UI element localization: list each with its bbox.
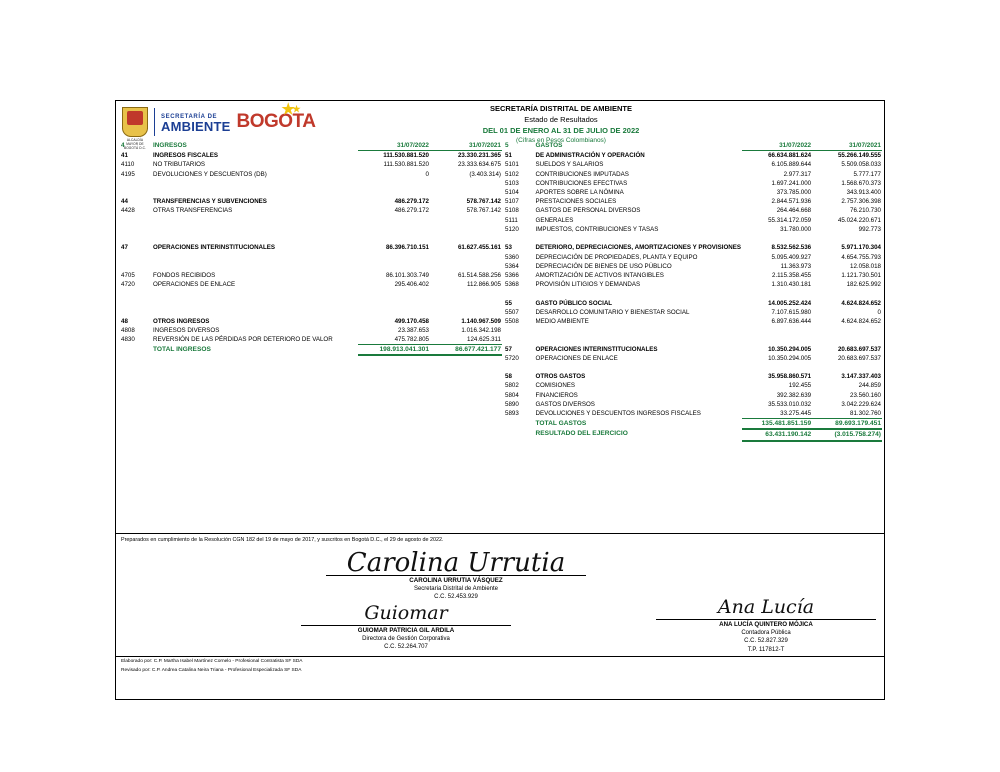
- signature-mark-2: Guiomar: [364, 602, 448, 624]
- income-header-col2: 31/07/2021: [430, 141, 502, 151]
- expense-row-value-1: 1.310.430.181: [771, 281, 812, 289]
- income-row-name: TRANSFERENCIAS Y SUBVENCIONES: [153, 198, 267, 206]
- expense-row-name: DEVOLUCIONES Y DESCUENTOS INGRESOS FISCALES: [535, 410, 701, 418]
- income-row-code: 4428: [121, 207, 135, 215]
- signer-license-3: T.P. 117812-T: [747, 646, 785, 653]
- reviewed-by-note: Revisado por: C.P. Andrea Catalina Neira Triana - Profesional Especializada SF SDA: [121, 668, 302, 673]
- expense-row-code: 5366: [505, 272, 519, 280]
- expense-row-value-1: 33.275.445: [780, 410, 812, 418]
- expense-row-code: 5364: [505, 263, 519, 271]
- signer-name-3: ANA LUCÍA QUINTERO MÓJICA: [656, 619, 876, 629]
- expense-row-value-2: 992.773: [858, 225, 881, 233]
- expense-header-col2: 31/07/2021: [812, 141, 882, 151]
- income-row-value-1: 475.782.805: [394, 336, 429, 344]
- expense-row-name: COMISIONES: [535, 382, 576, 390]
- expense-row-value-1: 55.314.172.059: [768, 216, 812, 224]
- expense-total-row: [504, 419, 882, 430]
- spacer: [120, 216, 502, 225]
- income-row-code: 47: [121, 244, 128, 252]
- income-row-name: OPERACIONES DE ENLACE: [153, 280, 236, 288]
- signer-name-2: GUIOMAR PATRICIA GIL ARDILA: [301, 625, 511, 635]
- entity-name: SECRETARÍA DISTRITAL DE AMBIENTE: [490, 104, 632, 113]
- expense-row: [504, 308, 882, 317]
- expense-row-code: 5507: [505, 308, 519, 316]
- expense-row: [504, 271, 882, 280]
- expense-row-code: 5893: [505, 410, 519, 418]
- secretaria-line1: SECRETARÍA DE: [161, 114, 218, 120]
- income-row-value-2: 112.866.905: [467, 280, 501, 288]
- income-row-code: 48: [121, 317, 128, 325]
- income-row-value-2: 578.767.142: [466, 207, 501, 215]
- expense-spacer-row: [504, 363, 882, 372]
- signature-block-1: [326, 548, 586, 602]
- expense-row: [504, 280, 882, 289]
- income-row-code: 4195: [121, 170, 135, 178]
- expense-column: [504, 141, 882, 442]
- expense-spacer-row: [504, 326, 882, 335]
- income-spacer-row: [120, 307, 502, 316]
- expense-row-code: 5508: [505, 318, 519, 326]
- income-spacer-row: [120, 252, 502, 261]
- expense-row-value-1: 6.897.636.444: [771, 318, 812, 326]
- expense-row-value-2: 20.683.697.537: [837, 345, 881, 353]
- signer-role-2: Directora de Gestión Corporativa: [362, 636, 450, 643]
- expense-result-row: [504, 429, 882, 440]
- expense-row-name: OPERACIONES INTERINSTITUCIONALES: [535, 345, 658, 353]
- income-total-code: [120, 345, 152, 356]
- spacer: [504, 363, 882, 372]
- prepared-note: Preparados en cumplimiento de la Resolución CGN 182 del 19 de mayo de 2017, y suscritos en Bogotá D.C., el 29 de agosto de 2022.: [121, 537, 444, 543]
- income-row: [120, 280, 502, 289]
- expense-row-value-2: 5.777.177: [853, 170, 881, 178]
- spacer: [120, 298, 502, 307]
- income-header-row: [120, 141, 502, 151]
- secretaria-line2: AMBIENTE: [161, 119, 231, 134]
- expense-row-code: 5368: [505, 281, 519, 289]
- expense-row-name: DETERIORO, DEPRECIACIONES, AMORTIZACIONES Y PROVISIONES: [535, 244, 741, 252]
- income-row-value-2: 578.767.142: [466, 198, 501, 206]
- income-spacer-row: [120, 234, 502, 243]
- income-spacer-row: [120, 261, 502, 270]
- expense-row-value-1: 10.350.294.005: [768, 345, 812, 353]
- income-row-value-1: 111.530.881.520: [383, 161, 429, 169]
- income-row-name: OPERACIONES INTERINSTITUCIONALES: [153, 244, 276, 252]
- signature-block-3: [656, 595, 876, 654]
- income-row-value-2: 61.627.455.161: [457, 244, 501, 252]
- expense-row-value-1: 2.844.571.936: [771, 198, 812, 206]
- expense-row: [504, 188, 882, 197]
- expense-row-code: 5101: [505, 161, 519, 169]
- signature-mark-3: Ana Lucía: [717, 596, 815, 618]
- spacer: [120, 307, 502, 316]
- expense-result-code: [504, 429, 535, 440]
- expense-row-value-1: 6.105.889.644: [771, 161, 812, 169]
- expense-row: [504, 400, 882, 409]
- expense-row: [504, 197, 882, 206]
- expense-row-code: 5120: [505, 225, 519, 233]
- expense-row-value-1: 264.464.668: [776, 207, 812, 215]
- coat-of-arms-icon: [122, 107, 148, 150]
- star-small-icon: [293, 104, 301, 115]
- expense-table: [504, 141, 882, 442]
- expense-row-name: GASTOS DE PERSONAL DIVERSOS: [535, 207, 641, 215]
- income-row-name: OTROS INGRESOS: [153, 317, 210, 325]
- expense-header-label: GASTOS: [535, 142, 563, 150]
- expense-row-code: 5890: [505, 400, 519, 408]
- income-row-value-2: 124.625.311: [467, 336, 501, 344]
- income-header-label: INGRESOS: [153, 142, 187, 150]
- expense-row-code: 5102: [505, 170, 519, 178]
- expense-row-value-1: 31.780.000: [780, 225, 812, 233]
- spacer: [120, 188, 502, 197]
- spacer: [504, 326, 882, 335]
- expense-row-value-2: 5.971.170.304: [841, 244, 881, 252]
- expense-row-value-1: 8.532.562.536: [771, 244, 812, 252]
- income-column: [120, 141, 502, 356]
- secretaria-wordmark: [161, 113, 231, 134]
- income-row-value-2: 1.140.967.509: [461, 317, 501, 325]
- expense-result-value-1: 63.431.190.142: [742, 429, 812, 440]
- expense-row-value-1: 373.785.000: [776, 189, 812, 197]
- expense-row-value-2: 4.654.755.793: [841, 253, 881, 261]
- expense-row-name: DEPRECIACIÓN DE BIENES DE USO PÚBLICO: [535, 263, 672, 271]
- expense-row: [504, 170, 882, 179]
- expense-row: [504, 243, 882, 253]
- expense-row-name: DESARROLLO COMUNITARIO Y BIENESTAR SOCIAL: [535, 308, 690, 316]
- income-row: [120, 160, 502, 169]
- expense-row-value-2: 4.624.824.652: [841, 318, 881, 326]
- expense-row: [504, 253, 882, 262]
- income-row-value-1: 499.170.458: [394, 317, 429, 325]
- income-row-code: 4110: [121, 161, 135, 169]
- expense-row-value-2: 0: [877, 308, 881, 316]
- income-spacer-row: [120, 289, 502, 298]
- income-row-value-1: 86.396.710.151: [385, 244, 429, 252]
- income-row-name: FONDOS RECIBIDOS: [153, 271, 216, 279]
- expense-row: [504, 391, 882, 400]
- expense-row-name: OTROS GASTOS: [535, 373, 586, 381]
- income-row: [120, 170, 502, 179]
- expense-row-value-1: 11.363.973: [780, 263, 812, 271]
- expense-header-code: 5: [505, 142, 509, 150]
- spacer: [120, 252, 502, 261]
- expense-row-value-2: 182.625.992: [846, 281, 881, 289]
- income-row-code: 44: [121, 198, 128, 206]
- expense-row: [504, 354, 882, 363]
- elaborated-by-note: Elaborado por: C.P. Martha Isabel Martínez Cornelo - Profesional Contratista SF SDA: [121, 659, 303, 664]
- income-row-name: NO TRIBUTARIOS: [153, 161, 206, 169]
- expense-row-code: 5360: [505, 253, 519, 261]
- income-row-value-2: 61.514.588.256: [457, 271, 501, 279]
- income-row-code: 41: [121, 151, 128, 159]
- expense-header-col1: 31/07/2022: [742, 141, 812, 151]
- income-row-value-1: 295.406.402: [394, 280, 429, 288]
- expense-row-code: 5111: [505, 216, 518, 224]
- expense-total-value-1: 135.481.851.159: [742, 419, 812, 430]
- expense-row-name: GENERALES: [535, 216, 574, 224]
- expense-row-name: DE ADMINISTRACIÓN Y OPERACIÓN: [535, 151, 645, 159]
- expense-row: [504, 381, 882, 390]
- expense-row-code: 57: [505, 345, 512, 353]
- expense-row-value-2: 1.568.670.373: [841, 179, 881, 187]
- signature-block-2: [301, 601, 511, 652]
- expense-row-name: AMORTIZACIÓN DE ACTIVOS INTANGIBLES: [535, 272, 664, 280]
- income-row: [120, 197, 502, 206]
- income-row-code: 4830: [121, 336, 135, 344]
- expense-spacer-row: [504, 335, 882, 344]
- signer-id-3: C.C. 52.827.329: [744, 638, 788, 645]
- spacer: [120, 234, 502, 243]
- income-spacer-row: [120, 298, 502, 307]
- income-row-value-2: 1.016.342.198: [461, 326, 501, 334]
- expense-row-value-2: 3.147.337.403: [841, 373, 881, 381]
- income-row: [120, 326, 502, 335]
- currency-note: (Cifras en Pesos Colombianos): [516, 137, 606, 144]
- income-row: [120, 151, 502, 161]
- expense-row-value-1: 192.455: [788, 382, 812, 390]
- expense-row-value-1: 2.977.317: [783, 170, 812, 178]
- signer-id-2: C.C. 52.264.707: [384, 644, 428, 651]
- logo-divider: [154, 108, 155, 136]
- expense-row: [504, 206, 882, 215]
- signer-role-1: Secretaria Distrital de Ambiente: [413, 586, 499, 593]
- expense-row-name: PROVISIÓN LITIGIOS Y DEMANDAS: [535, 281, 641, 289]
- bogota-text: BOGOTA: [236, 111, 316, 132]
- income-row: [120, 243, 502, 252]
- income-spacer-row: [120, 225, 502, 234]
- income-row-code: 4808: [121, 326, 135, 334]
- income-row-name: INGRESOS DIVERSOS: [153, 326, 220, 334]
- income-total-label: TOTAL INGRESOS: [153, 345, 211, 353]
- expense-header-row: [504, 141, 882, 151]
- expense-row-code: 58: [505, 373, 512, 381]
- expense-row-value-1: 2.115.358.455: [772, 272, 812, 280]
- income-total-row: [120, 345, 502, 356]
- expense-row: [504, 317, 882, 326]
- income-total-value-2: 86.677.421.177: [430, 345, 502, 356]
- spacer: [120, 289, 502, 298]
- expense-row-name: APORTES SOBRE LA NÓMINA: [535, 189, 624, 197]
- expense-row-name: DEPRECIACIÓN DE PROPIEDADES, PLANTA Y EQUIPO: [535, 253, 698, 261]
- income-row-value-1: 111.530.881.520: [383, 152, 429, 160]
- expense-row-name: GASTO PÚBLICO SOCIAL: [535, 299, 613, 307]
- income-row-name: OTRAS TRANSFERENCIAS: [153, 207, 233, 215]
- expense-row-value-2: 1.121.730.501: [841, 272, 881, 280]
- income-row-code: 4705: [121, 271, 135, 279]
- expense-row-value-1: 392.382.639: [776, 391, 812, 399]
- expense-row: [504, 372, 882, 381]
- report-name: Estado de Resultados: [524, 115, 598, 124]
- expense-row-value-2: 55.266.149.555: [837, 152, 881, 160]
- income-spacer-row: [120, 216, 502, 225]
- financial-statement-sheet: [115, 100, 885, 700]
- income-row: [120, 206, 502, 215]
- expense-row-code: 5804: [505, 391, 519, 399]
- expense-row-name: SUELDOS Y SALARIOS: [535, 161, 604, 169]
- expense-row: [504, 299, 882, 308]
- expense-row: [504, 179, 882, 188]
- income-row-name: DEVOLUCIONES Y DESCUENTOS (DB): [153, 170, 267, 178]
- expense-row-value-1: 35.533.010.032: [768, 400, 812, 408]
- income-total-value-1: 198.913.041.301: [358, 345, 430, 356]
- income-row-name: INGRESOS FISCALES: [153, 151, 218, 159]
- footer-divider: [116, 533, 884, 534]
- income-row-value-1: 86.101.303.749: [385, 271, 429, 279]
- income-header-code: 4: [121, 142, 125, 150]
- expense-row-value-2: 343.913.400: [846, 189, 881, 197]
- bottom-divider: [116, 656, 884, 657]
- income-row: [120, 271, 502, 280]
- expense-row-code: 55: [505, 299, 512, 307]
- expense-row-name: PRESTACIONES SOCIALES: [535, 198, 617, 206]
- signer-name-1: CAROLINA URRUTIA VÁSQUEZ: [326, 575, 586, 585]
- signer-role-3: Contadora Pública: [741, 630, 791, 637]
- expense-row-value-2: 244.859: [858, 382, 881, 390]
- income-spacer-row: [120, 188, 502, 197]
- expense-row: [504, 345, 882, 354]
- expense-row-name: OPERACIONES DE ENLACE: [535, 354, 618, 362]
- expense-row: [504, 160, 882, 169]
- income-row-code: 4720: [121, 280, 135, 288]
- income-row-value-2: 23.330.231.365: [457, 152, 501, 160]
- income-row-value-2: 23.333.634.675: [457, 161, 501, 169]
- expense-row-value-1: 66.634.881.624: [768, 152, 812, 160]
- bogota-wordmark: [237, 111, 316, 133]
- income-row-value-1: 486.279.172: [394, 198, 429, 206]
- expense-row-value-2: 23.560.160: [850, 391, 881, 399]
- expense-row-name: IMPUESTOS, CONTRIBUCIONES Y TASAS: [535, 225, 659, 233]
- expense-row-value-1: 1.697.241.000: [771, 179, 812, 187]
- expense-row-value-1: 14.005.252.424: [768, 299, 812, 307]
- spacer: [120, 261, 502, 270]
- expense-total-value-2: 89.693.179.451: [812, 419, 882, 430]
- expense-result-label: RESULTADO DEL EJERCICIO: [535, 430, 628, 438]
- income-header-col1: 31/07/2022: [358, 141, 430, 151]
- expense-row-code: 5802: [505, 382, 519, 390]
- spacer: [120, 179, 502, 188]
- spacer: [504, 234, 882, 243]
- expense-row: [504, 409, 882, 419]
- expense-spacer-row: [504, 234, 882, 243]
- expense-row: [504, 151, 882, 161]
- expense-row: [504, 225, 882, 234]
- expense-row-name: FINANCIEROS: [535, 391, 578, 399]
- expense-row-name: MEDIO AMBIENTE: [535, 318, 589, 326]
- expense-row-value-2: 76.210.730: [850, 207, 881, 215]
- expense-row-name: CONTRIBUCIONES EFECTIVAS: [535, 179, 628, 187]
- income-row-value-2: (3.403.314): [469, 170, 501, 178]
- expense-row-code: 5104: [505, 189, 519, 197]
- income-row-value-1: 23.387.653: [398, 326, 429, 334]
- report-period: DEL 01 DE ENERO AL 31 DE JULIO DE 2022: [482, 126, 640, 135]
- expense-row-value-1: 35.958.860.571: [768, 373, 812, 381]
- expense-row: [504, 216, 882, 225]
- expense-row-name: GASTOS DIVERSOS: [535, 400, 595, 408]
- expense-row-value-1: 10.350.294.005: [768, 354, 812, 362]
- expense-row-value-1: 5.095.409.927: [771, 253, 812, 261]
- income-row-name: REVERSIÓN DE LAS PÉRDIDAS POR DETERIORO DE VALOR: [153, 336, 333, 344]
- expense-row-code: 5107: [505, 198, 519, 206]
- spacer: [504, 335, 882, 344]
- expense-row-value-2: 81.302.760: [850, 410, 881, 418]
- expense-row-value-2: 20.683.697.537: [837, 354, 881, 362]
- expense-row-code: 5103: [505, 179, 519, 187]
- expense-row-value-2: 2.757.306.398: [841, 198, 881, 206]
- expense-row-value-2: 5.509.058.033: [841, 161, 881, 169]
- income-row-value-1: 0: [425, 170, 429, 178]
- title-block: [346, 103, 776, 146]
- spacer: [504, 290, 882, 299]
- expense-row-code: 51: [505, 151, 512, 159]
- income-row: [120, 335, 502, 345]
- signer-id-1: C.C. 52.453.929: [434, 594, 478, 601]
- expense-spacer-row: [504, 290, 882, 299]
- expense-row: [504, 262, 882, 271]
- expense-total-code: [504, 419, 535, 430]
- expense-result-value-2: (3.015.758.274): [812, 429, 882, 440]
- expense-row-name: CONTRIBUCIONES IMPUTADAS: [535, 170, 629, 178]
- expense-row-value-2: 12.058.018: [850, 263, 881, 271]
- expense-row-value-1: 7.107.615.980: [771, 308, 812, 316]
- expense-row-code: 5720: [505, 354, 519, 362]
- income-row: [120, 317, 502, 326]
- expense-row-value-2: 4.624.824.652: [841, 299, 881, 307]
- income-table: [120, 141, 502, 356]
- expense-row-value-2: 45.024.220.671: [837, 216, 881, 224]
- expense-row-code: 53: [505, 244, 512, 252]
- income-row-value-1: 486.279.172: [394, 207, 429, 215]
- spacer: [120, 225, 502, 234]
- signature-mark-1: Carolina Urrutia: [346, 548, 566, 578]
- income-spacer-row: [120, 179, 502, 188]
- expense-total-label: TOTAL GASTOS: [535, 419, 587, 427]
- shield-caption: ALCALDÍA MAYOR DE BOGOTÁ D.C.: [124, 138, 146, 150]
- expense-row-code: 5108: [505, 207, 519, 215]
- expense-row-value-2: 3.042.229.624: [841, 400, 881, 408]
